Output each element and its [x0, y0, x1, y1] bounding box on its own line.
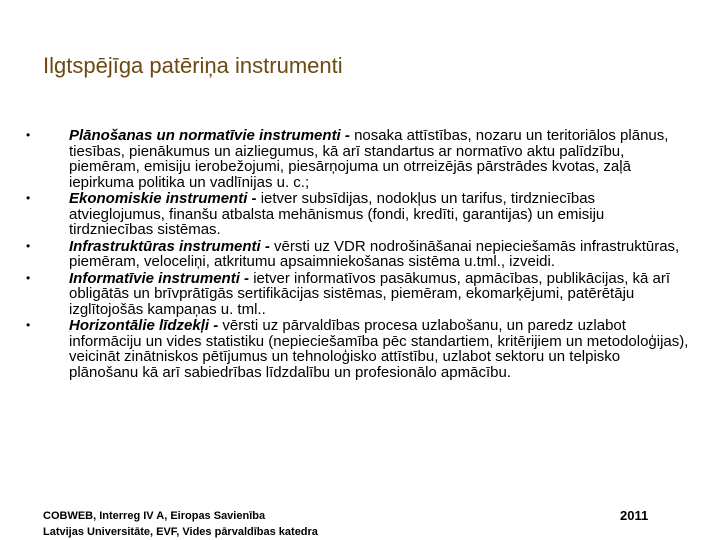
bullet-icon: • — [26, 238, 31, 253]
footer-line-1: COBWEB, Interreg IV A, Eiropas Savienība — [43, 510, 266, 522]
bullet-lead: Ekonomiskie instrumenti - — [69, 190, 257, 207]
bullet-text: ietver informatīvos pasākumus, apmācības, publikācijas, kā arī obligātās un brīvprātīgās sertifikācijas sistēmas, piemēram, ekomarķējumi, patērētāju izglītojošās kampaņas u. tml.. — [69, 269, 671, 318]
bullet-item — [26, 237, 692, 270]
bullet-item — [26, 127, 692, 191]
bullet-item — [26, 269, 692, 318]
bullet-text: vērsti uz VDR nodrošināšanai nepieciešamās infrastruktūras, piemēram, veloceliņi, atkritumu apsaimniekošanas sistēma u.tml., izveidi. — [69, 237, 680, 270]
bullet-lead: Horizontālie līdzekļi - — [69, 317, 219, 334]
bullet-text: vērsti uz pārvaldības procesa uzlabošanu, un paredz uzlabot informāciju un vides statistiku (nepieciešamība pēc standartiem, kritērijiem un metodoloģijas), veicināt zinātniskos pētījumus un tehnoloģisko attīstību, uzlabot sektoru un telpisko plānošanu kā arī sabiedrības līdzdalību un profesionālo apmācību. — [69, 317, 689, 381]
footer-credits — [43, 508, 318, 540]
bullet-list — [26, 127, 692, 381]
bullet-icon: • — [26, 270, 31, 285]
bullet-lead: Informatīvie instrumenti - — [69, 269, 250, 287]
bullet-icon: • — [26, 128, 31, 142]
footer-line-2: Latvijas Universitāte, EVF, Vides pārvaldības katedra — [43, 526, 318, 538]
bullet-item — [26, 317, 692, 381]
bullet-icon: • — [26, 191, 31, 205]
bullet-text: ietver subsīdijas, nodokļus un tarifus, tirdzniecības atvieglojumus, finanšu atbalsta mehānismus (fondi, kredīti, garantijas) un emisiju tirdzniecības sistēmas. — [69, 190, 605, 238]
slide-title: Ilgtspējīga patēriņa instrumenti — [43, 53, 343, 78]
bullet-icon: • — [26, 318, 31, 332]
footer-year: 2011 — [620, 508, 649, 523]
bullet-lead: Infrastruktūras instrumenti - — [69, 237, 270, 255]
bullet-text: nosaka attīstības, nozaru un teritoriālos plānus, tiesības, pienākumus un aizliegumus, kā arī standartus ar normatīvo aktu palīdzību, piemēram, emisiju ierobežojumi, piesārņojuma un otrreizējās pārstrādes kvotas, zaļā iepirkuma politika un vadlīnijas u. c.; — [69, 127, 669, 191]
bullet-item — [26, 190, 692, 238]
bullet-lead: Plānošanas un normatīvie instrumenti - — [69, 127, 350, 144]
